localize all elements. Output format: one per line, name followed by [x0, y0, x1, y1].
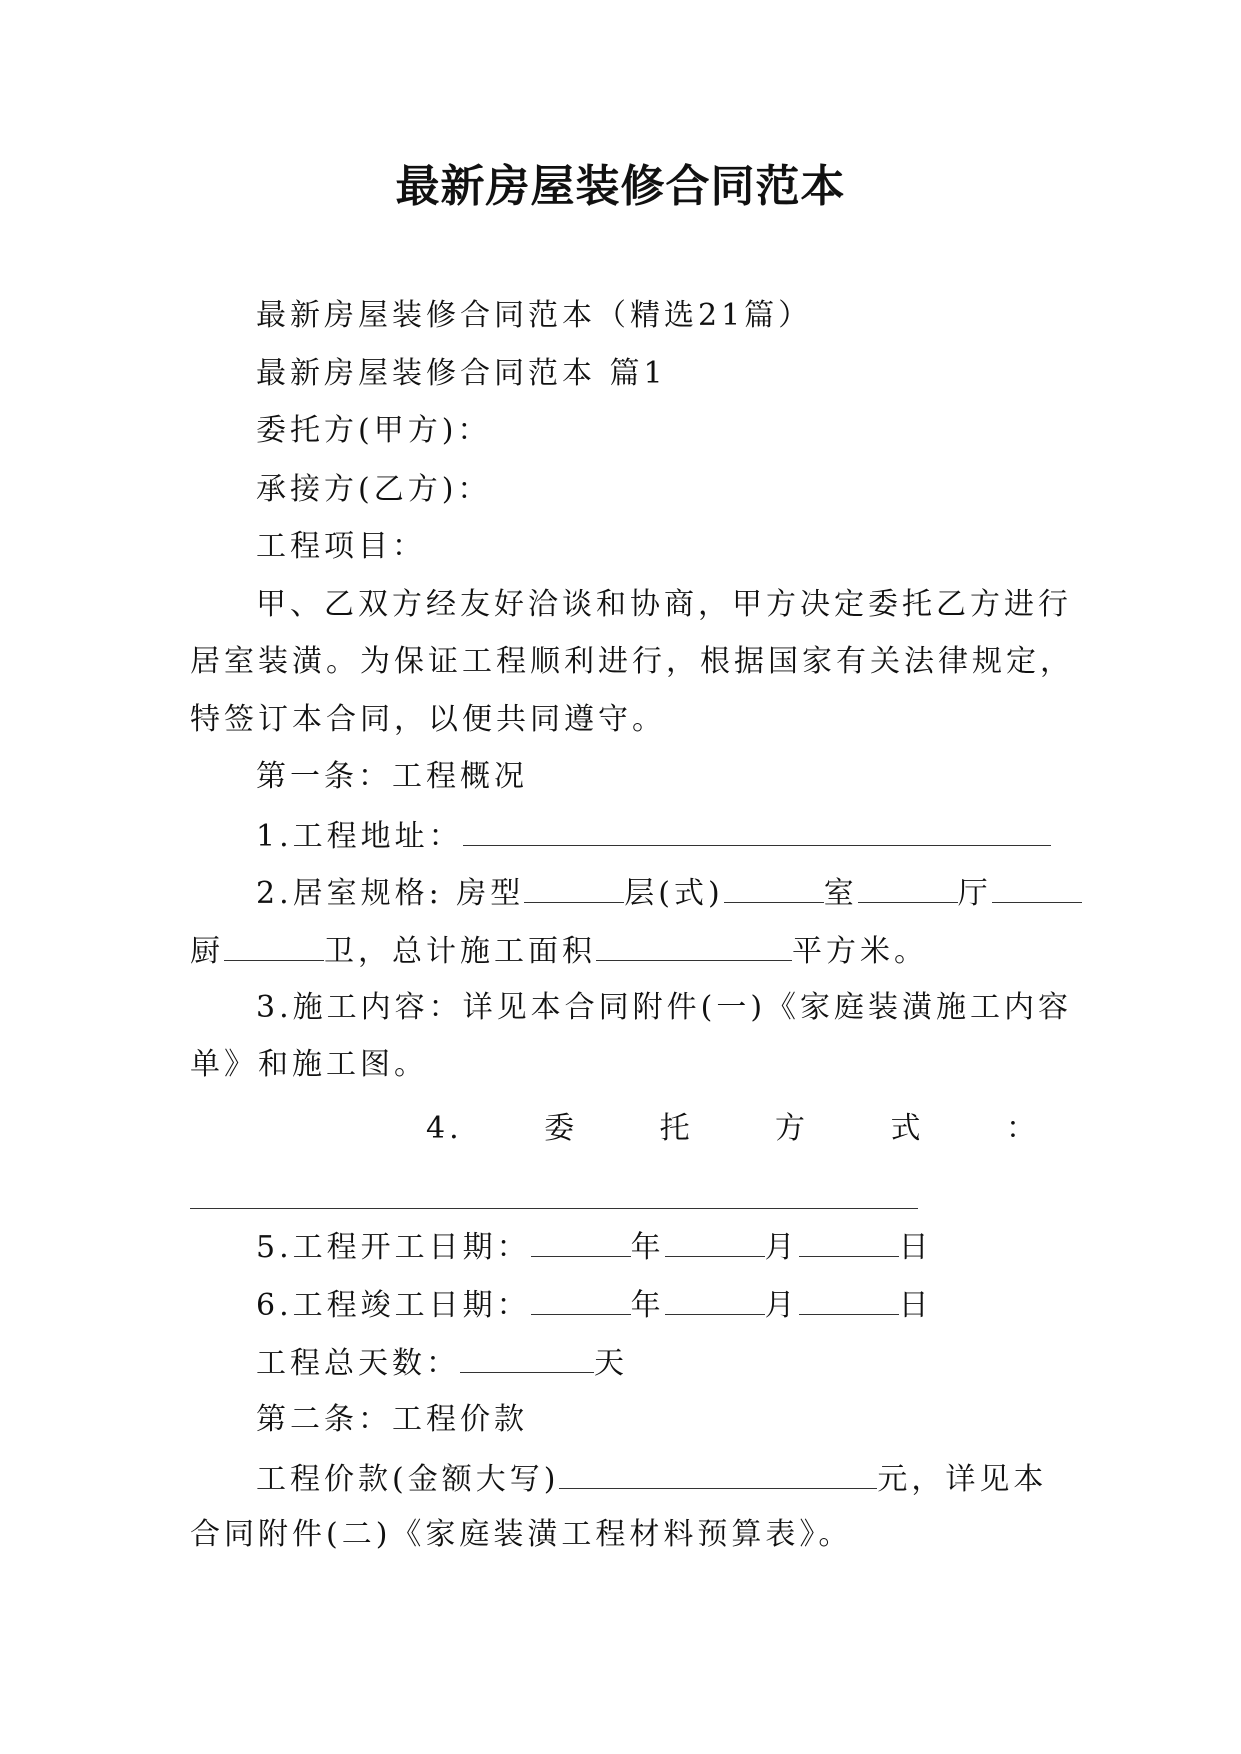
- intro-line-1: 甲、乙双方经友好洽谈和协商，甲方决定委托乙方进行: [256, 587, 1072, 622]
- item-4-char-1: 委: [544, 1111, 579, 1146]
- price-unit: 元，详见本: [877, 1462, 1048, 1497]
- total-days-label: 工程总天数：: [256, 1346, 460, 1381]
- price-label: 工程价款(金额大写): [256, 1462, 560, 1497]
- house-type-blank: [524, 872, 624, 903]
- item-6-end-date: [190, 1284, 1116, 1326]
- item-4-colon: ：: [1005, 1111, 1040, 1146]
- item-4-blank: [190, 1208, 918, 1209]
- article-2-heading: 第二条：工程价款: [256, 1402, 528, 1437]
- house-type-label: 房型: [456, 876, 525, 911]
- party-a-line: 委托方(甲方)：: [256, 413, 492, 448]
- item-6-label: 6.工程竣工日期：: [256, 1288, 531, 1323]
- end-year-blank: [531, 1284, 631, 1315]
- end-month-label: 月: [764, 1288, 799, 1323]
- item-4-char-3: 方: [775, 1111, 810, 1146]
- total-days-line: [190, 1342, 1116, 1384]
- total-days-blank: [460, 1342, 594, 1373]
- start-year-blank: [531, 1226, 631, 1257]
- item-2-spec-cont: [190, 930, 1050, 972]
- document-title: 最新房屋装修合同范本: [395, 161, 846, 212]
- item-4-num: 4.: [426, 1111, 463, 1146]
- hall-label: 厅: [957, 876, 992, 911]
- room-label: 室: [823, 876, 858, 911]
- item-4-char-2: 托: [659, 1111, 694, 1146]
- start-month-label: 月: [764, 1230, 799, 1265]
- intro-line-3: 特签订本合同，以便共同遵守。: [190, 702, 666, 737]
- start-month-blank: [665, 1226, 765, 1257]
- part-heading: 最新房屋装修合同范本 篇1: [256, 356, 667, 391]
- start-year-label: 年: [630, 1230, 665, 1265]
- item-5-label: 5.工程开工日期：: [256, 1230, 531, 1265]
- subtitle-line: 最新房屋装修合同范本（精选21篇）: [256, 298, 813, 333]
- price-line-1: [190, 1458, 1116, 1500]
- area-blank: [596, 930, 792, 961]
- address-blank: [463, 815, 1051, 846]
- start-day-blank: [799, 1226, 899, 1257]
- area-unit: 平方米。: [792, 934, 928, 969]
- intro-line-2: 居室装潢。为保证工程顺利进行，根据国家有关法律规定，: [190, 644, 1074, 679]
- party-b-line: 承接方(乙方)：: [256, 472, 492, 507]
- item-2-spec: [190, 872, 1116, 914]
- item-1-address: [190, 815, 1116, 857]
- price-line-2: 合同附件(二)《家庭装潢工程材料预算表》。: [190, 1517, 853, 1552]
- item-4-char-4: 式: [890, 1111, 925, 1146]
- item-1-label: 1.工程地址：: [256, 819, 463, 854]
- bath-area-label: 卫，总计施工面积: [324, 934, 596, 969]
- item-4-line: [190, 1109, 1050, 1149]
- total-days-unit: 天: [594, 1346, 628, 1381]
- end-year-label: 年: [630, 1288, 665, 1323]
- start-day-label: 日: [898, 1230, 933, 1265]
- item-5-start-date: [190, 1226, 1116, 1268]
- floor-label: 层(式): [624, 876, 724, 911]
- hall-blank: [992, 872, 1082, 903]
- end-day-blank: [799, 1284, 899, 1315]
- floor-blank: [724, 872, 824, 903]
- price-blank: [559, 1458, 877, 1489]
- article-1-heading: 第一条：工程概况: [256, 759, 528, 794]
- end-month-blank: [665, 1284, 765, 1315]
- item-3-line-2: 单》和施工图。: [190, 1047, 428, 1082]
- room-blank: [858, 872, 958, 903]
- end-day-label: 日: [898, 1288, 933, 1323]
- kitchen-blank: [224, 930, 324, 961]
- kitchen-label: 厨: [190, 934, 224, 969]
- item-3-line-1: 3.施工内容：详见本合同附件(一)《家庭装潢施工内容: [256, 990, 1073, 1025]
- item-2-label: 2.居室规格:: [256, 876, 443, 911]
- project-line: 工程项目：: [256, 529, 426, 564]
